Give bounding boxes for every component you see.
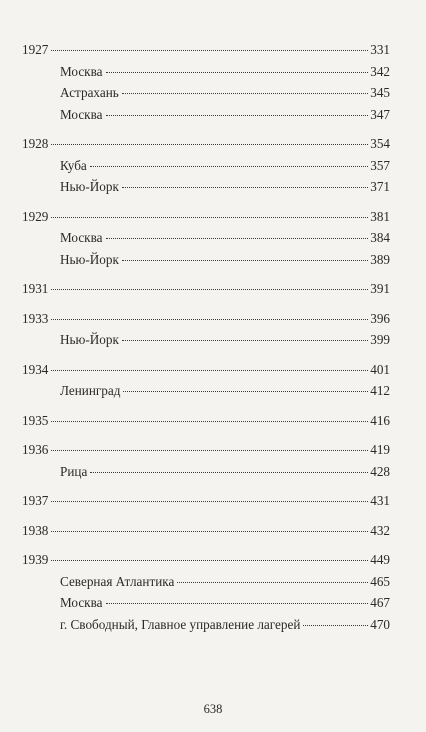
dot-leader — [106, 58, 369, 73]
toc-entry-label: Москва — [60, 106, 103, 122]
toc-entry-label: Нью-Йорк — [60, 332, 119, 347]
toc-entry-page-number: 412 — [370, 383, 390, 398]
toc-entry-page-number: 331 — [370, 42, 390, 57]
toc-entry-page-number: 449 — [370, 552, 390, 567]
dot-leader — [177, 568, 368, 583]
dot-leader — [303, 611, 368, 626]
toc-entry-label: Москва — [60, 63, 103, 79]
dot-leader — [122, 79, 368, 94]
page-number: 638 — [203, 702, 223, 716]
toc-entry-page-number: 389 — [370, 251, 390, 267]
toc-entry-label: 1934 — [22, 361, 49, 377]
dot-leader — [51, 356, 368, 371]
toc-entry-page-number: 432 — [370, 522, 390, 538]
toc-entry-label: 1939 — [22, 552, 49, 567]
toc-entry-page-number: 431 — [370, 493, 390, 508]
dot-leader — [51, 275, 368, 290]
toc-entry-label: Москва — [60, 595, 103, 610]
toc-subentry — [60, 104, 390, 126]
dot-leader — [51, 407, 368, 422]
dot-leader — [51, 36, 368, 51]
toc-entry-page-number: 342 — [370, 63, 390, 79]
toc-entry-label: 1927 — [22, 42, 49, 57]
toc-entry-label: Куба — [60, 157, 87, 173]
toc-subentry — [60, 176, 390, 198]
toc-entry-label: Ленинград — [60, 383, 121, 398]
dot-leader — [51, 203, 368, 218]
dot-leader — [106, 224, 369, 239]
toc-entry-page-number: 371 — [370, 179, 390, 194]
toc-entry-page-number: 399 — [370, 332, 390, 347]
toc-entry-label: 1931 — [22, 281, 49, 296]
toc-entry-label: Нью-Йорк — [60, 251, 119, 267]
toc-entry-page-number: 391 — [370, 281, 390, 296]
toc-entry-label: 1938 — [22, 522, 49, 538]
toc-subentry — [60, 380, 390, 402]
toc-entry-page-number: 401 — [370, 361, 390, 377]
toc-year-entry — [22, 490, 390, 512]
dot-leader — [90, 458, 368, 473]
toc-entry-label: Москва — [60, 230, 103, 245]
dot-leader — [51, 517, 368, 532]
toc-entry-page-number: 467 — [370, 595, 390, 610]
toc-entry-label: Рица — [60, 463, 88, 479]
toc-subentry — [60, 461, 390, 483]
toc-entry-label: 1933 — [22, 310, 49, 326]
toc-entry-label: 1937 — [22, 493, 49, 508]
toc-entry-label: 1928 — [22, 136, 49, 151]
toc-entry-label: 1929 — [22, 208, 49, 224]
toc-entry-page-number: 396 — [370, 310, 390, 326]
dot-leader — [122, 246, 368, 261]
dot-leader — [51, 436, 368, 451]
toc-entry-page-number: 419 — [370, 442, 390, 457]
dot-leader — [51, 546, 368, 561]
toc-subentry — [60, 614, 390, 636]
dot-leader — [51, 305, 368, 320]
toc-entry-page-number: 354 — [370, 136, 390, 151]
toc-entry-page-number: 470 — [370, 616, 390, 632]
toc-year-entry — [22, 410, 390, 432]
toc-entry-label: Нью-Йорк — [60, 179, 119, 194]
dot-leader — [51, 487, 368, 502]
toc-year-entry — [22, 520, 390, 542]
dot-leader — [123, 377, 368, 392]
dot-leader — [51, 130, 368, 145]
toc-entry-page-number: 345 — [370, 85, 390, 100]
dot-leader — [122, 173, 368, 188]
dot-leader — [106, 589, 369, 604]
toc-entry-page-number: 428 — [370, 463, 390, 479]
toc-entry-label: 1935 — [22, 412, 49, 428]
toc-entry-label: Астрахань — [60, 85, 119, 100]
toc-entry-page-number: 465 — [370, 573, 390, 589]
toc-entry-page-number: 347 — [370, 106, 390, 122]
toc-entry-label: Северная Атлантика — [60, 573, 175, 589]
toc-entry-page-number: 381 — [370, 208, 390, 224]
toc-entry-page-number: 384 — [370, 230, 390, 245]
toc-entry-label: 1936 — [22, 442, 49, 457]
toc-subentry — [60, 329, 390, 351]
dot-leader — [90, 152, 368, 167]
toc-entry-page-number: 357 — [370, 157, 390, 173]
toc-year-entry — [22, 278, 390, 300]
toc-subentry — [60, 249, 390, 271]
dot-leader — [106, 101, 369, 116]
toc-entry-page-number: 416 — [370, 412, 390, 428]
toc-entry-label: г. Свободный, Главное управление лагерей — [60, 616, 301, 632]
table-of-contents — [22, 39, 390, 635]
dot-leader — [122, 326, 368, 341]
